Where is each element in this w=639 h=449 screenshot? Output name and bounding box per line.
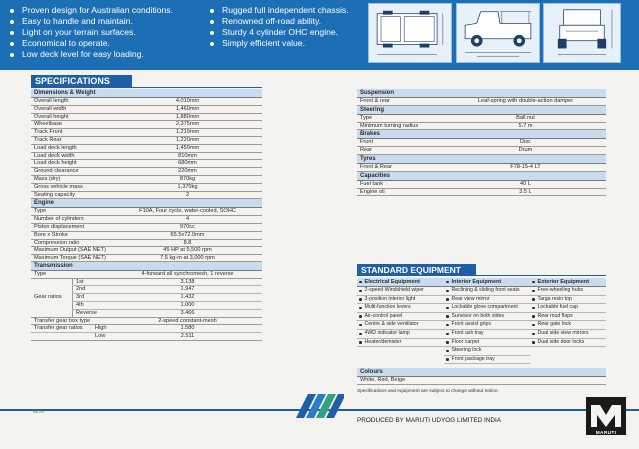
spec-table-left (31, 89, 262, 341)
equipment-item-label: Front assist grips (451, 321, 491, 328)
spec-value: 1,460mm (175, 105, 200, 112)
spec-value: 40 L (520, 180, 531, 187)
equipment-item (444, 321, 530, 330)
spec-row (357, 147, 606, 155)
equipment-item (357, 287, 444, 296)
equipment-item-label: Targa resin top (537, 295, 572, 302)
electrical-header: Electrical Equipment (357, 278, 444, 286)
spec-label: Overall width (34, 105, 67, 112)
spec-row (31, 216, 262, 224)
spec-value: 1,880mm (175, 113, 200, 120)
spec-row (357, 181, 606, 189)
spec-value: F10A, Four cycle, water-cooled, SOHC (139, 208, 236, 215)
equipment-item-label: 4WD indicator lamp (364, 329, 410, 336)
gear-ratio-rows (72, 279, 262, 317)
equipment-item (444, 347, 530, 356)
spec-label: Type (34, 270, 47, 277)
spec-row (357, 123, 606, 131)
equipment-item (357, 296, 444, 305)
equipment-item (530, 321, 606, 330)
feature-item: Proven design for Australian conditions. (10, 5, 173, 16)
bullet-icon (446, 307, 449, 310)
suspension-rows (357, 98, 606, 106)
spec-label: Maximum Torque (SAE NET) (34, 254, 107, 261)
bullet-icon (10, 42, 14, 46)
equipment-item-label: Front ash tray (451, 329, 484, 336)
standard-equipment-title: STANDARD EQUIPMENT (357, 264, 476, 276)
feature-item: Sturdy 4 cylinder OHC engine. (210, 27, 349, 38)
equipment-item-label: Heater/demister (364, 338, 402, 345)
equipment-item-label: Lockable fuel cap (537, 304, 578, 311)
bullet-icon (359, 281, 362, 284)
spec-label: Mass (dry) (34, 175, 61, 182)
equipment-item-label: 3-position interior light (364, 295, 416, 302)
spec-label: Rear (360, 147, 373, 154)
equipment-item (357, 304, 444, 313)
spec-value: 2,375mm (175, 121, 200, 128)
spec-label: Front (360, 139, 374, 146)
bullet-icon (210, 20, 214, 24)
exterior-list (530, 287, 606, 364)
spec-row (31, 224, 262, 232)
gear-ratio-value: 1.947 (180, 286, 195, 293)
spec-row (31, 98, 262, 106)
bullet-icon (446, 315, 449, 318)
section-header-tyres: Tyres (357, 155, 606, 164)
spec-label: Load deck length (34, 144, 77, 151)
section-header-transmission: Transmission (31, 262, 262, 271)
spec-row (31, 160, 262, 168)
maruti-logo-icon (586, 397, 626, 435)
equipment-item (444, 330, 530, 339)
transfer-high-label: High (95, 325, 107, 332)
gear-ratio-value: 3.466 (180, 309, 195, 316)
spec-value: 4-forward all synchromesh, 1 reverse (141, 270, 234, 277)
equipment-item (444, 339, 530, 348)
spec-label: Engine oil (360, 188, 385, 195)
feature-item: Renowned off-road ability. (210, 16, 349, 27)
transfer-ratio-label: Transfer gear ratios (34, 325, 83, 332)
spec-label: Type (34, 208, 47, 215)
spec-row (31, 137, 262, 145)
bullet-icon (359, 307, 362, 310)
spec-value: F78-15-4 LT (510, 163, 541, 170)
equipment-item-label: Reclining & sliding front seats (451, 287, 520, 293)
spec-label: Overall height (34, 113, 69, 120)
equipment-item-label: Free-wheeling hubs (537, 287, 584, 293)
spec-label: Minimum turning radius (360, 122, 419, 129)
spec-label: Wheelbase (34, 121, 62, 128)
spec-label: Load deck width (34, 152, 75, 159)
title-rule (357, 275, 606, 276)
spec-value: 4,010mm (175, 98, 200, 104)
equipment-item-label: Floor carpet (451, 338, 480, 345)
spec-value: 1,220mm (175, 136, 200, 143)
spec-label: Gross vehicle mass (34, 183, 83, 190)
dimensions-rows (31, 98, 262, 199)
engine-rows (31, 208, 262, 247)
equipment-item (444, 296, 530, 305)
title-rule (31, 87, 262, 88)
spec-value: 1,370kg (177, 183, 198, 190)
top-view-drawing (369, 4, 451, 62)
gear-ratio-value: 1.432 (180, 294, 195, 301)
spec-label: Track Rear (34, 136, 62, 143)
transfer-ratio-spacer (31, 333, 93, 340)
colours-value: White, Red, Beige (360, 377, 406, 383)
equipment-table (357, 278, 606, 364)
feature-item: Easy to handle and maintain. (10, 16, 173, 27)
spec-label: Load deck height (34, 160, 77, 167)
spec-value: 2-speed constant-mesh (158, 317, 217, 324)
spec-row (31, 232, 262, 240)
bullet-icon (210, 9, 214, 13)
spec-row (31, 168, 262, 176)
spec-label: Compression ratio (34, 239, 80, 246)
spec-value: 810mm (178, 152, 197, 159)
spec-row (357, 164, 606, 172)
bullet-icon (532, 281, 535, 284)
brakes-rows (357, 139, 606, 155)
bullet-icon (532, 315, 535, 318)
bullet-icon (532, 324, 535, 327)
front-view-drawing (544, 4, 620, 62)
spec-table-right (357, 89, 606, 196)
spec-row (31, 271, 262, 279)
spec-label: Track Front (34, 129, 63, 136)
capacities-rows (357, 181, 606, 197)
equipment-item-label: Rear view mirror (451, 295, 490, 302)
colours-table (357, 368, 606, 385)
transfer-ratio-row (31, 325, 262, 333)
equipment-item (444, 304, 530, 313)
gear-ratio-row (72, 279, 262, 287)
transfer-low-label: Low (95, 333, 106, 340)
spec-value: 220mm (178, 168, 197, 175)
equipment-item-label: Steering lock (451, 347, 482, 354)
gear-name: 3rd (72, 294, 113, 301)
bullet-icon (359, 341, 362, 344)
spec-value: 680mm (178, 160, 197, 167)
exterior-header: Exterior Equipment (530, 278, 606, 286)
spec-row (357, 189, 606, 197)
bullet-icon (10, 31, 14, 35)
equipment-item-label: Dual side door locks (537, 338, 585, 345)
feature-item: Rugged full independent chassis. (210, 5, 349, 16)
gear-name: Reverse (72, 310, 113, 317)
steering-rows (357, 115, 606, 131)
gear-ratio-value: 1.000 (180, 301, 195, 308)
spec-label: Ground clearance (34, 168, 79, 175)
bullet-icon (210, 31, 214, 35)
transfer-ratio-row (31, 333, 262, 341)
equipment-item (444, 356, 530, 365)
spec-value: 970cc (180, 223, 195, 230)
spec-row (31, 184, 262, 192)
feature-item: Low deck level for easy loading. (10, 49, 173, 60)
bullet-icon (359, 298, 362, 301)
brand-name: MARUTI (595, 431, 617, 436)
spec-row (31, 106, 262, 114)
specifications-title: SPECIFICATIONS (31, 75, 132, 88)
bullet-icon (210, 42, 214, 46)
equipment-item (530, 313, 606, 322)
spec-value: 1,210mm (175, 129, 200, 136)
equipment-item-label: Lockable glove compartment (451, 304, 518, 311)
vehicle-side-view-diagram (456, 3, 540, 63)
equipment-item (530, 304, 606, 313)
feature-item: Light on your terrain surfaces. (10, 27, 173, 38)
bullet-icon (10, 53, 14, 57)
spec-row (31, 145, 262, 153)
spec-label: Piston displacement (34, 223, 85, 230)
spec-value: 7.5 kg-m at 3,000 rpm (160, 254, 215, 261)
spec-value: 65.5x72.0mm (170, 231, 205, 238)
equipment-item (357, 313, 444, 322)
bullet-icon (532, 307, 535, 310)
bullet-icon (446, 298, 449, 301)
equipment-item (530, 296, 606, 305)
spec-label: Overall length (34, 98, 69, 104)
feature-item: Economical to operate. (10, 38, 173, 49)
section-header-brakes: Brakes (357, 130, 606, 139)
spec-label: Maximum Output (SAE NET) (34, 247, 106, 254)
section-header-dimensions: Dimensions & Weight (31, 89, 262, 98)
equipment-columns (357, 287, 606, 364)
equipment-header-row (357, 278, 606, 287)
spec-row (31, 240, 262, 248)
side-view-drawing (457, 4, 539, 62)
spec-value: Ball nut (516, 114, 535, 121)
gear-ratio-row (72, 310, 262, 317)
disclaimer-text: Specifications and equipment are subject to change without notice. (357, 389, 499, 394)
section-header-capacities: Capacities (357, 172, 606, 181)
equipment-item (357, 321, 444, 330)
spec-row (31, 114, 262, 122)
spec-row (31, 129, 262, 137)
spec-value: 1,450mm (175, 144, 200, 151)
transfer-low-value: 2.511 (180, 333, 195, 340)
equipment-item (357, 330, 444, 339)
equipment-item-label: 2-speed Windshield wiper (364, 287, 424, 293)
spec-value: Disc (520, 139, 531, 146)
tyres-rows (357, 164, 606, 172)
feature-list-left (10, 5, 173, 60)
bullet-icon (532, 298, 535, 301)
spec-row (357, 98, 606, 106)
print-code: MA 2/9 (33, 410, 44, 414)
spec-row (31, 153, 262, 161)
spec-value: 4 (185, 216, 190, 223)
spec-label: Seating capacity (34, 191, 76, 198)
electrical-list (357, 287, 444, 364)
section-header-engine: Engine (31, 199, 262, 208)
gear-name: 4th (72, 302, 113, 309)
equipment-item-label: Rear gate lock (537, 321, 571, 328)
bullet-icon (532, 341, 535, 344)
equipment-item (444, 313, 530, 322)
spec-value: 2 (185, 191, 190, 198)
spec-row (31, 318, 262, 326)
spec-label: Front & Rear (360, 163, 393, 170)
bullet-icon (446, 333, 449, 336)
gear-ratio-row (72, 286, 262, 294)
produced-by-text: PRODUCED BY MARUTI UDYOG LIMITED INDIA (357, 417, 502, 424)
spec-row (31, 192, 262, 200)
gear-ratio-value: 3.138 (180, 278, 195, 285)
vehicle-front-view-diagram (543, 3, 621, 63)
equipment-item (357, 339, 444, 348)
bullet-icon (446, 341, 449, 344)
bullet-icon (10, 20, 14, 24)
bullet-icon (532, 290, 535, 293)
bullet-icon (532, 333, 535, 336)
gear-name: 2nd (72, 286, 113, 293)
spec-row (357, 115, 606, 123)
spec-row (31, 247, 262, 254)
equipment-item-label: Air-control panel (364, 312, 403, 319)
bullet-icon (10, 9, 14, 13)
section-header-steering: Steering (357, 106, 606, 115)
bullet-icon (446, 290, 449, 293)
spec-row (31, 208, 262, 216)
spec-label: Number of cylinders (34, 216, 84, 223)
spec-row (357, 377, 606, 385)
bullet-icon (359, 324, 362, 327)
section-header-suspension: Suspension (357, 89, 606, 98)
gear-ratio-row (72, 294, 262, 302)
feature-item: Simply efficient value. (210, 38, 349, 49)
section-header-colours: Colours (357, 368, 606, 377)
spec-row (357, 139, 606, 147)
equipment-item (530, 330, 606, 339)
gear-name: 1st (72, 279, 113, 286)
spec-label: Bore x Stroke (34, 231, 68, 238)
spec-value: 5.7 m (518, 122, 533, 129)
gear-ratios-label: Gear ratios (34, 294, 62, 301)
bullet-icon (446, 324, 449, 327)
spec-value: 870kg (179, 175, 196, 182)
equipment-item-label: Sunvisor on both sides (451, 312, 504, 319)
spec-value: Leaf-spring with double-action damper (477, 98, 574, 104)
equipment-item (530, 287, 606, 296)
spec-label: Type (360, 114, 373, 121)
spec-label: Transfer gear box type (34, 317, 91, 324)
interior-list (444, 287, 530, 364)
bullet-icon (446, 358, 449, 361)
spec-value: 8.8 (183, 239, 192, 246)
spec-label: Fuel tank (360, 180, 384, 187)
equipment-item-label: Dual side view mirrors (537, 329, 589, 336)
bullet-icon (446, 350, 449, 353)
spec-value: 3.5 L (519, 188, 532, 195)
equipment-item-label: Rear mud flaps (537, 312, 573, 319)
stripes-logo-icon (296, 394, 344, 418)
spec-row (31, 255, 262, 262)
gear-ratios-block (31, 279, 262, 318)
spec-label: Front & rear (360, 98, 390, 104)
interior-header: Interior Equipment (444, 278, 530, 286)
feature-list-right (210, 5, 349, 49)
equipment-item (444, 287, 530, 296)
gear-ratio-row (72, 302, 262, 310)
bullet-icon (359, 315, 362, 318)
spec-row (31, 121, 262, 129)
bullet-icon (359, 290, 362, 293)
spec-row (31, 176, 262, 184)
bullet-icon (359, 333, 362, 336)
equipment-item (530, 339, 606, 348)
vehicle-top-view-diagram (368, 3, 452, 63)
equipment-item-label: Front package tray (451, 355, 495, 362)
bullet-icon (446, 281, 449, 284)
spec-value: Drum (518, 147, 533, 154)
equipment-item-label: Centre & side ventilator (364, 321, 419, 328)
spec-value: 45 HP at 5,500 rpm (163, 247, 212, 254)
transfer-high-value: 1.580 (180, 325, 195, 332)
equipment-item-label: Multi-function levers (364, 304, 411, 311)
